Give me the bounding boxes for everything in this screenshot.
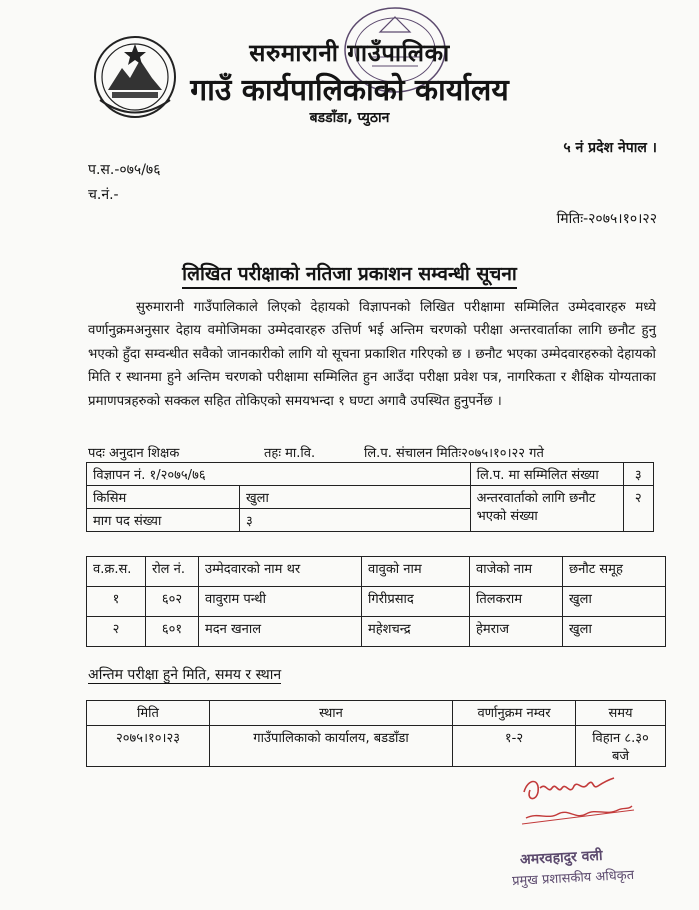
province: ५ नं प्रदेश नेपाल । xyxy=(563,140,657,156)
handwritten-signature xyxy=(518,770,638,830)
office-title: गाउँ कार्यपालिकाको कार्यालय xyxy=(190,73,509,108)
signer-title: प्रमुख प्रशासकीय अधिकृत xyxy=(511,867,635,890)
cell-serial: २ xyxy=(87,617,146,647)
dispatch-number: च.नं.- xyxy=(88,187,119,203)
col-serial: व.क्र.स. xyxy=(87,557,146,587)
subject-text: लिखित परीक्षाको नतिजा प्रकाशन सम्वन्धी सूचना xyxy=(182,263,517,289)
col-father: वावुको नाम xyxy=(362,557,470,587)
final-exam-table xyxy=(86,700,666,767)
cell-grandfather: तिलकराम xyxy=(470,587,563,617)
cell-father: गिरीप्रसाद xyxy=(362,587,470,617)
table-row xyxy=(87,486,654,509)
type-label: किसिम xyxy=(87,486,240,509)
exam-date-label: लि.प. संचालन मितिः२०७५।१०।२२ गते xyxy=(364,446,544,461)
results-table xyxy=(86,556,666,647)
post-label: पदः अनुदान शिक्षक xyxy=(88,446,180,461)
table-row xyxy=(87,726,666,767)
office-address: बडडाँडा, प्युठान xyxy=(309,110,390,126)
notice-body: सुरुमारानी गाउँपालिकाले लिएको देहायको विज्ञापनको लिखित परीक्षामा सम्मिलित उम्मेदवारहरु मध्ये वर्णानुक्रमअनुसार देहाय वमोजिमका उम्मेदवारहरु उत्तिर्ण भई अन्तिम चरणको परीक्षा अन्तरवार्ताका लागि छनौट हुनु भएको हुँदा सम्वन्धीत सवैको जानकारीको लागि यो सूचना प्रकाशित गरिएको छ । छनौट भएका उम्मेदवारहरुको देहायको मिति र स्थानमा हुने अन्तिम चरणको परीक्षामा सम्मिलित हुन आउँदा परीक्षा प्रवेश पत्र, नागरिकता र शैक्षिक योग्यताका प्रमाणपत्रहरुको सक्कल सहित तोकिएको समयभन्दा १ घण्टा अगावै उपस्थित हुनुपर्नेछ । xyxy=(88,300,656,409)
col-time: समय xyxy=(576,701,666,726)
level-label: तहः मा.वि. xyxy=(264,446,316,461)
signer-name: अमरवहादुर वली xyxy=(519,847,603,869)
col-grandfather: वाजेको नाम xyxy=(470,557,563,587)
cell-grandfather: हेमराज xyxy=(470,617,563,647)
cell-roll: ६०१ xyxy=(146,617,199,647)
cell-serial: १ xyxy=(87,587,146,617)
final-exam-heading-text: अन्तिम परीक्षा हुने मिति, समय र स्थान xyxy=(88,667,282,683)
cell-group: खुला xyxy=(563,587,666,617)
appeared-value: ३ xyxy=(623,463,653,486)
office-name: सरुमारानी गाउँपालिका xyxy=(249,39,450,67)
cell-name: मदन खनाल xyxy=(199,617,362,647)
cell-venue: गाउँपालिकाको कार्यालय, बडडाँडा xyxy=(210,726,453,767)
appeared-label: लि.प. मा सम्मिलित संख्या xyxy=(470,463,623,486)
col-name: उम्मेदवारको नाम थर xyxy=(199,557,362,587)
letter-date: मितिः-२०७५।१०।२२ xyxy=(556,211,657,227)
type-value: खुला xyxy=(240,486,471,509)
vacancy-info-table xyxy=(86,462,654,532)
final-exam-heading xyxy=(88,665,281,684)
shortlisted-label: अन्तरवार्ताको लागि छनौट भएको संख्या xyxy=(470,486,623,532)
table-header-row xyxy=(87,557,666,587)
shortlisted-value: २ xyxy=(623,486,653,532)
col-roll: रोल नं. xyxy=(146,557,199,587)
table-header-row xyxy=(87,701,666,726)
notice-subject xyxy=(0,260,699,286)
demand-label: माग पद संख्या xyxy=(87,509,240,532)
cell-group: खुला xyxy=(563,617,666,647)
col-alphabetical: वर्णानुक्रम नम्वर xyxy=(453,701,576,726)
col-group: छनौट समूह xyxy=(563,557,666,587)
cell-father: महेशचन्द्र xyxy=(362,617,470,647)
cell-alphabetical: १-२ xyxy=(453,726,576,767)
col-venue: स्थान xyxy=(210,701,453,726)
table-row xyxy=(87,463,654,486)
demand-value: ३ xyxy=(240,509,471,532)
cell-name: वावुराम पन्थी xyxy=(199,587,362,617)
cell-time: विहान ८.३० बजे xyxy=(576,726,666,767)
table-row xyxy=(87,617,666,647)
cell-roll: ६०२ xyxy=(146,587,199,617)
cell-date: २०७५।१०।२३ xyxy=(87,726,210,767)
table-row xyxy=(87,587,666,617)
vacancy-number: विज्ञापन नं. १/२०७५/७६ xyxy=(87,463,471,486)
letter-reference: प.स.-०७५/७६ xyxy=(88,162,161,178)
col-date: मिति xyxy=(87,701,210,726)
